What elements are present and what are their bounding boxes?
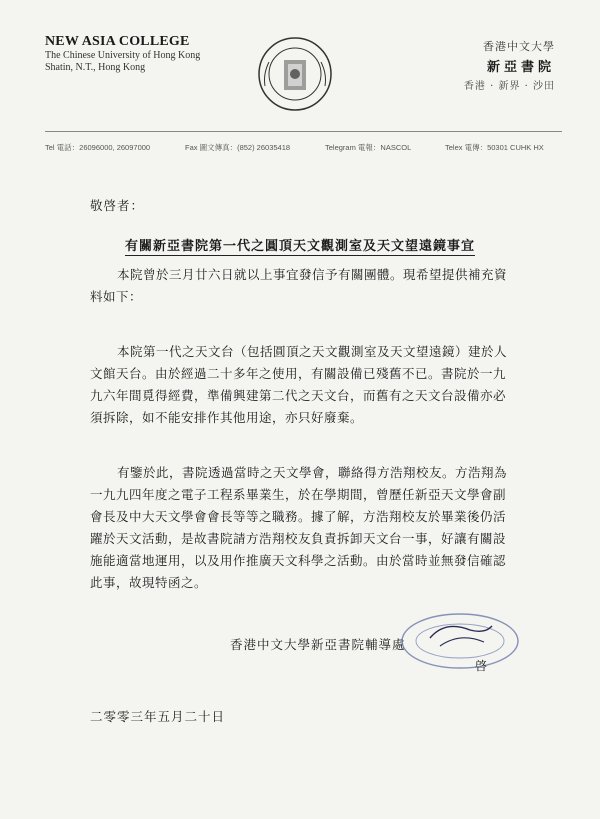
contact-fax: Fax 圖文傳真：(852) 26035418 (185, 143, 291, 152)
contact-telegram: Telegram 電報：NASCOL (325, 143, 412, 152)
signatory: 香港中文大學新亞書院輔導處 (230, 637, 406, 652)
university-name-en: The Chinese University of Hong Kong (45, 50, 201, 61)
college-seal-logo (257, 36, 333, 112)
paragraph-3: 有鑒於此，書院透過當時之天文學會，聯絡得方浩翔校友。方浩翔為一九九四年度之電子工程系畢業生，於在學期間，曾歷任新亞天文學會副會長及中大天文學會會長等等之職務。據了解，方浩翔校友於畢業後仍活躍於天文活動，是故書院請方浩翔校友負責拆卸天文台一事，好讓有關設施能適當地運用，以及用作推廣天文科學之活動。由於當時並無發信確認此事，故現特函之。 (90, 465, 508, 590)
paragraph-2: 本院第一代之天文台（包括圓頂之天文觀測室及天文望遠鏡）建於人文館天台。由於經過二十多年之使用，有關設備已殘舊不已。書院於一九九六年間覓得經費，準備興建第二代之天文台，而舊有之天文台設備亦必須拆除，如不能安排作其他用途，亦只好廢棄。 (90, 344, 508, 425)
header-divider (45, 131, 562, 132)
letterhead-chinese (415, 38, 555, 92)
contact-telex: Telex 電傳：50301 CUHK HX (445, 143, 544, 152)
college-name-en: NEW ASIA COLLEGE (45, 34, 190, 49)
salutation: 敬啓者： (90, 198, 145, 213)
letterhead-english (45, 34, 265, 74)
letter-subject (0, 235, 600, 254)
contact-tel: Tel 電話：26096000, 26097000 (45, 143, 151, 152)
subject-text: 有關新亞書院第一代之圓頂天文觀測室及天文望遠鏡事宜 (124, 239, 475, 254)
office-stamp (400, 612, 520, 670)
address-zh: 香港 · 新界 · 沙田 (463, 81, 555, 92)
address-en: Shatin, N.T., Hong Kong (45, 62, 146, 73)
letter-date: 二零零三年五月二十日 (90, 709, 226, 724)
signature-mark: 啓 (475, 659, 488, 673)
university-name-zh: 香港中文大學 (483, 40, 555, 53)
paragraph-1: 本院曾於三月廿六日就以上事宜發信予有關團體。現希望提供補充資料如下： (90, 267, 508, 304)
college-name-zh: 新亞書院 (486, 60, 555, 75)
